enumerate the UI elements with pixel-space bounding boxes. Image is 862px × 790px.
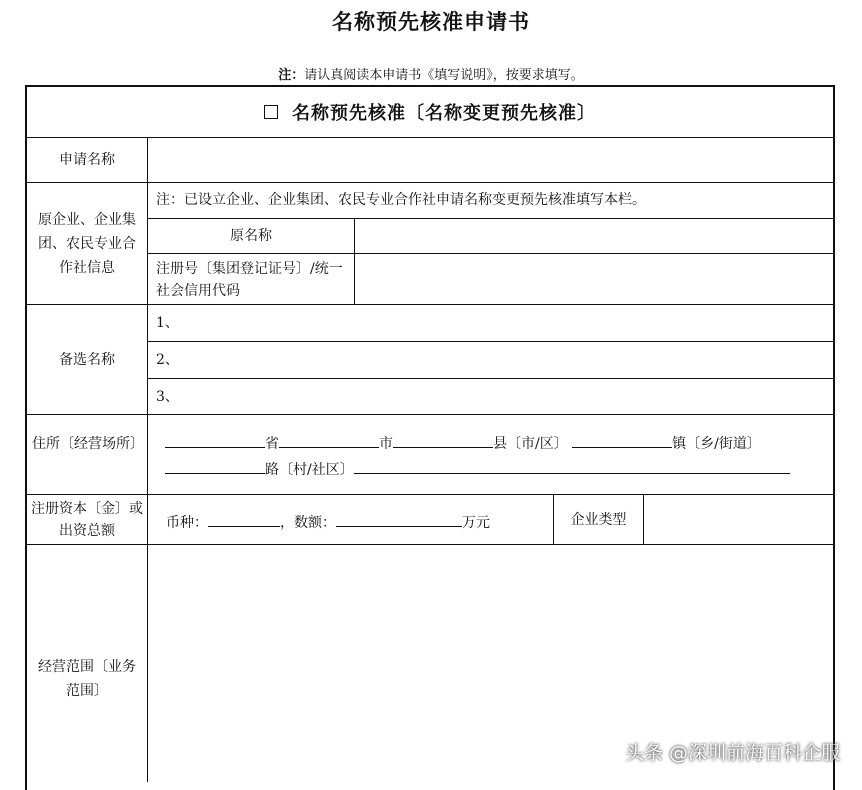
form-title: 名称预先核准申请书 [332, 9, 530, 34]
original-enterprise-note: 注：已设立企业、企业集团、农民专业合作社申请名称变更预先核准填写本栏。 [156, 192, 646, 208]
form-note [0, 64, 862, 83]
province-blank[interactable] [165, 431, 265, 448]
currency-blank[interactable] [208, 510, 280, 527]
note-text: 请认真阅读本申请书《填写说明》，按要求填写。 [304, 68, 584, 83]
city-blank[interactable] [279, 431, 379, 448]
province-label: 省 [265, 436, 279, 452]
original-name-label: 原名称 [230, 228, 272, 244]
alternative-name-1[interactable]: 1、 [156, 315, 179, 331]
original-name-field[interactable] [355, 219, 833, 253]
county-blank[interactable] [393, 431, 493, 448]
watermark: 头条 @深圳前海百科企服 [624, 742, 840, 764]
road-blank[interactable] [165, 457, 265, 474]
town-label: 镇〔乡/街道〕 [672, 436, 761, 452]
capital-fields [166, 510, 490, 534]
business-scope-label: 经营范围〔业务范围〕 [38, 659, 136, 699]
address-detail-blank[interactable] [354, 457, 790, 474]
rule [148, 341, 833, 342]
registration-no-field[interactable] [355, 254, 833, 304]
county-label: 县〔市/区〕 [493, 436, 568, 452]
applicant-name-field[interactable] [148, 138, 833, 182]
note-prefix: 注： [278, 68, 305, 83]
name-approval-checkbox[interactable] [264, 105, 278, 119]
amount-blank[interactable] [336, 510, 462, 527]
address-label: 住所〔经营场所〕 [32, 436, 144, 452]
rule [148, 378, 833, 379]
alternative-name-3[interactable]: 3、 [156, 389, 179, 405]
road-label: 路〔村/社区〕 [265, 462, 354, 478]
applicant-name-label: 申请名称 [59, 152, 115, 168]
capital-unit: 万元 [462, 515, 490, 531]
alternative-names-label: 备选名称 [59, 352, 115, 368]
header-row [27, 87, 833, 137]
capital-label: 注册资本〔金〕或出资总额 [31, 501, 143, 539]
address-line-2 [165, 457, 790, 481]
enterprise-type-field[interactable] [644, 495, 833, 544]
original-enterprise-label: 原企业、企业集团、农民专业合作社信息 [38, 212, 136, 276]
amount-label: ，数额： [280, 515, 336, 531]
address-line-1 [165, 431, 761, 455]
currency-label: 币种： [166, 515, 208, 531]
alternative-name-2[interactable]: 2、 [156, 352, 179, 368]
enterprise-type-label: 企业类型 [570, 512, 627, 528]
town-blank[interactable] [572, 431, 672, 448]
header-checkbox-label: 名称预先核准〔名称变更预先核准〕 [292, 103, 596, 124]
registration-no-label: 注册号〔集团登记证号〕/统一社会信用代码 [156, 261, 343, 299]
city-label: 市 [379, 436, 393, 452]
